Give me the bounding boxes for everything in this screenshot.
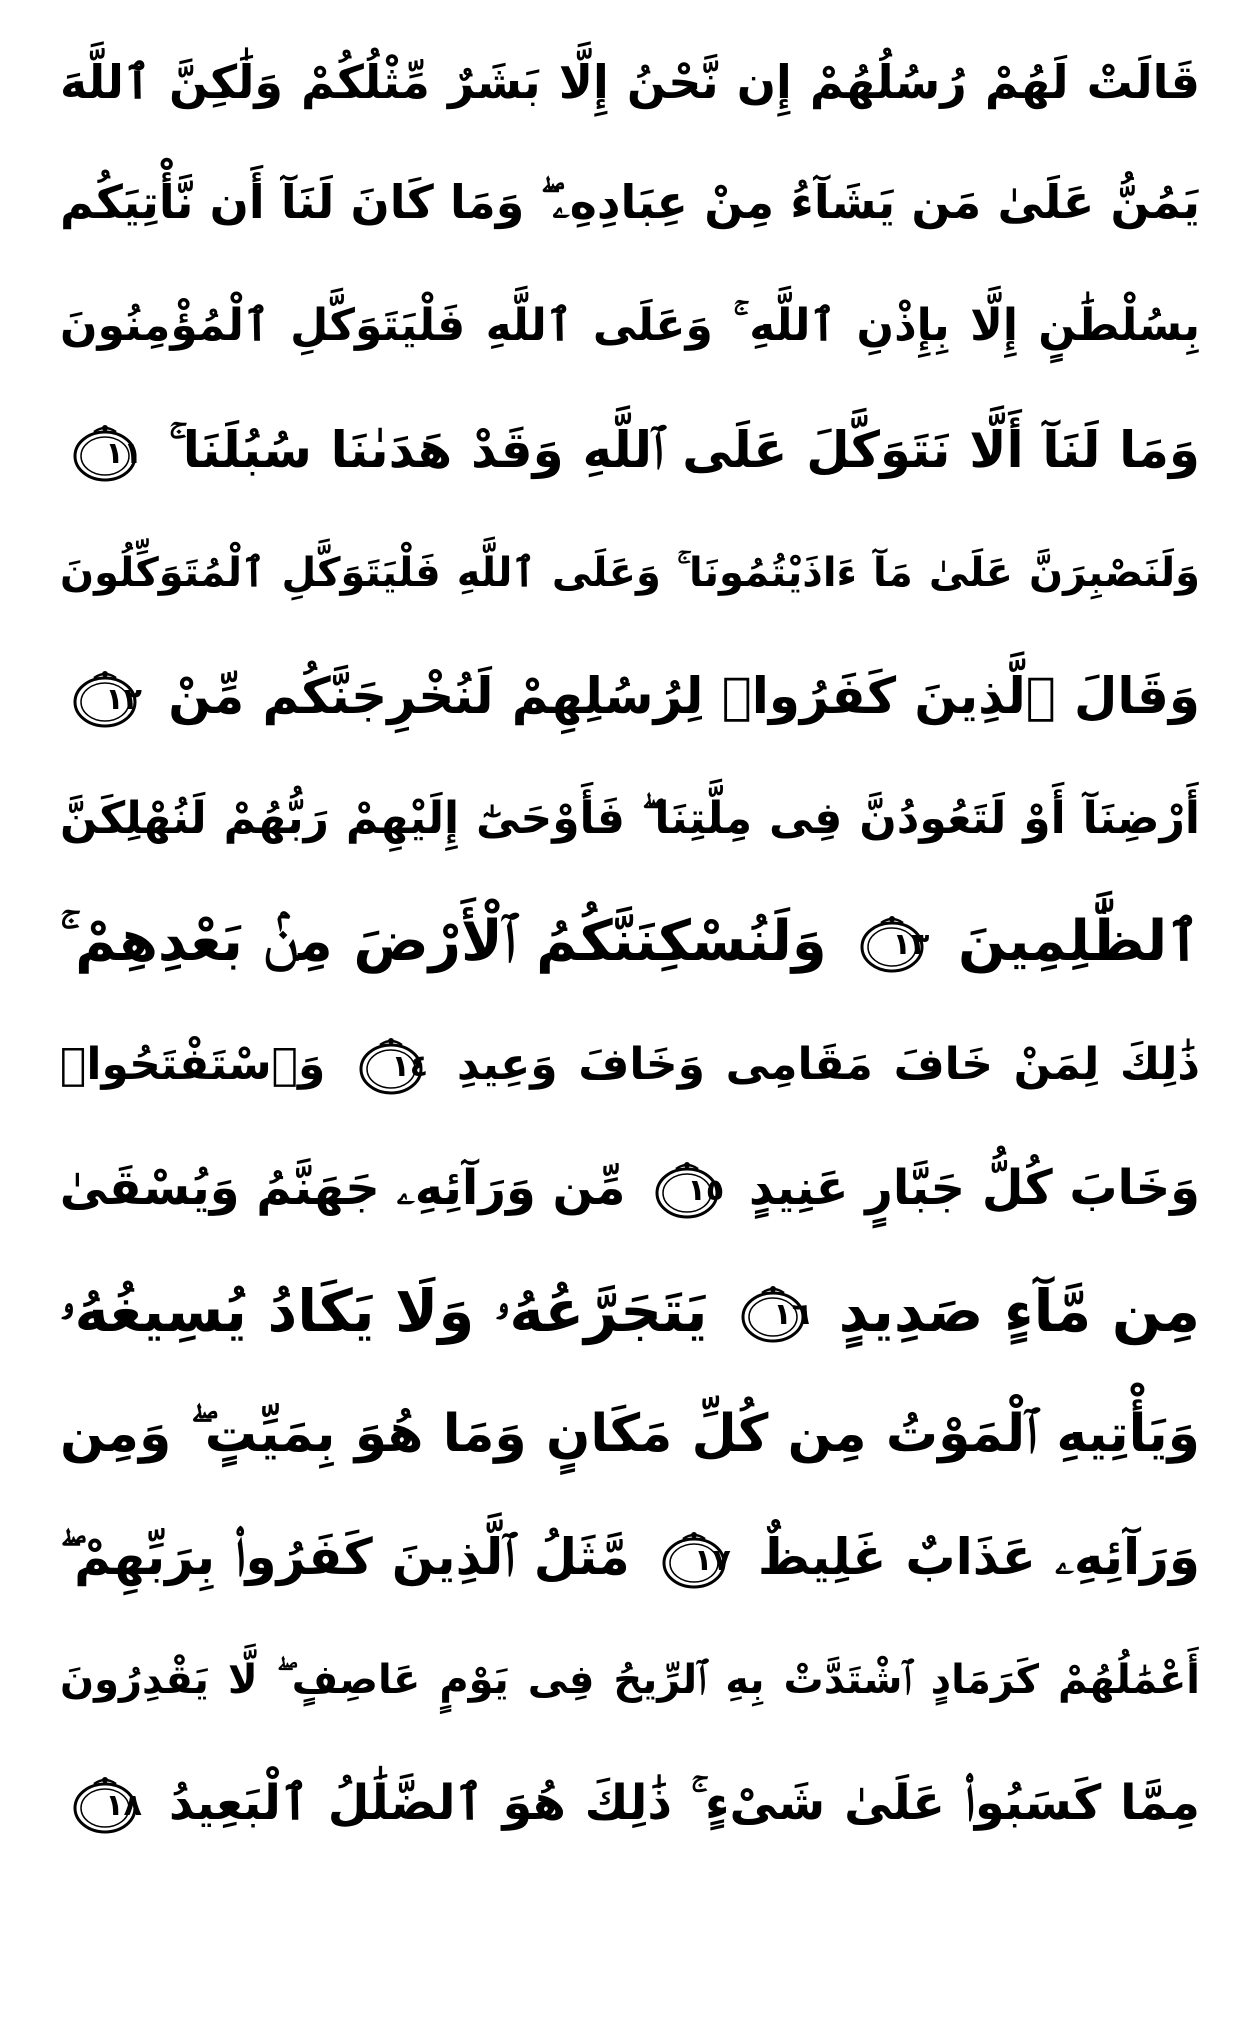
- verse-text: ذَٰلِكَ لِمَنْ خَافَ مَقَامِى وَخَافَ وَعِيدِ: [456, 1039, 1200, 1090]
- verse-text: وَخَابَ كُلُّ جَبَّارٍ عَنِيدٍ: [748, 1160, 1200, 1216]
- text-line-14: [60, 1618, 1200, 1742]
- text-line-5: [60, 511, 1200, 635]
- verse-text: وَٱسْتَفْتَحُوا۟: [60, 1039, 326, 1090]
- ayah-number-marker: [354, 1035, 428, 1099]
- text-line-9: [60, 1003, 1200, 1127]
- ayah-number: ١٧: [694, 1542, 731, 1578]
- ayah-number-marker: [68, 1774, 142, 1838]
- text-line-11: [60, 1249, 1200, 1373]
- verse-text: بِسُلْطَٰنٍ إِلَّا بِإِذْنِ ٱللَّهِ ۚ وَعَلَى ٱللَّهِ فَلْيَتَوَكَّلِ ٱلْمُؤْمِنُونَ: [60, 300, 1200, 351]
- ayah-number-marker: [657, 1529, 731, 1593]
- verse-text: قَالَتْ لَهُمْ رُسُلُهُمْ إِن نَّحْنُ إِلَّا بَشَرٌ مِّثْلُكُمْ وَلَٰكِنَّ ٱللَّهَ: [60, 55, 1200, 109]
- verse-text: مِن مَّآءٍ صَدِيدٍ: [838, 1277, 1200, 1345]
- verse-text: يَتَجَرَّعُهُۥ وَلَا يَكَادُ يُسِيغُهُۥ: [60, 1277, 708, 1345]
- verse-text: وَرَآئِهِۦ عَذَابٌ غَلِيظٌ: [757, 1528, 1200, 1586]
- verse-text: يَمُنُّ عَلَىٰ مَن يَشَآءُ مِنْ عِبَادِهِۦ ۖ وَمَا كَانَ لَنَآ أَن نَّأْتِيَكُم: [60, 175, 1200, 229]
- ayah-number-marker: [68, 422, 142, 486]
- verse-text: وَقَالَ ٱلَّذِينَ كَفَرُوا۟ لِرُسُلِهِمْ لَنُخْرِجَنَّكُم مِّنْ: [168, 667, 1200, 725]
- ayah-number-marker: [68, 668, 142, 732]
- ayah-number: ١٨: [105, 1788, 142, 1823]
- ayah-number: ١١: [105, 435, 142, 471]
- verse-text: وَيَأْتِيهِ ٱلْمَوْتُ مِن كُلِّ مَكَانٍ وَمَا هُوَ بِمَيِّتٍ ۖ وَمِن: [60, 1404, 1200, 1464]
- ayah-number-marker: [650, 1159, 724, 1223]
- verse-text: وَلَنُسْكِنَنَّكُمُ ٱلْأَرْضَ مِنۢ بَعْدِهِمْ ۚ: [60, 909, 827, 974]
- text-line-1: [60, 20, 1200, 144]
- ayah-number: ١٥: [687, 1173, 725, 1208]
- text-line-6: [60, 634, 1200, 758]
- text-line-13: [60, 1495, 1200, 1619]
- ayah-number-marker: [736, 1283, 810, 1347]
- ayah-number: ١٣: [892, 926, 930, 962]
- ayah-number-marker: [855, 913, 929, 977]
- text-line-8: [60, 880, 1200, 1004]
- verse-text: أَرْضِنَآ أَوْ لَتَعُودُنَّ فِى مِلَّتِنَا ۖ فَأَوْحَىٰٓ إِلَيْهِمْ رَبُّهُمْ لَنُهْلِكَنَّ: [60, 793, 1200, 844]
- verse-text: مِمَّا كَسَبُوا۟ عَلَىٰ شَىْءٍ ۚ ذَٰلِكَ هُوَ ٱلضَّلَٰلُ ٱلْبَعِيدُ: [168, 1775, 1200, 1831]
- text-line-3: [60, 264, 1200, 388]
- verse-text: مِّن وَرَآئِهِۦ جَهَنَّمُ وَيُسْقَىٰ: [59, 1160, 626, 1216]
- text-line-15: [60, 1741, 1200, 1865]
- ayah-number: ١٦: [773, 1296, 811, 1332]
- text-line-7: [60, 757, 1200, 881]
- ayah-number: ١٢: [105, 681, 142, 717]
- verse-text: مَّثَلُ ٱلَّذِينَ كَفَرُوا۟ بِرَبِّهِمْ ۖ: [60, 1528, 630, 1586]
- text-line-4: [60, 388, 1200, 512]
- verse-text: أَعْمَٰلُهُمْ كَرَمَادٍ ٱشْتَدَّتْ بِهِ ٱلرِّيحُ فِى يَوْمٍ عَاصِفٍ ۖ لَّا يَقْدِرُونَ: [60, 1657, 1200, 1703]
- text-line-10: [60, 1126, 1200, 1250]
- ayah-number: ١٤: [391, 1049, 429, 1084]
- text-line-12: [60, 1372, 1200, 1496]
- verse-text: ٱلظَّٰلِمِينَ: [957, 909, 1201, 974]
- text-line-2: [60, 140, 1200, 264]
- verse-text: وَلَنَصْبِرَنَّ عَلَىٰ مَآ ءَاذَيْتُمُونَا ۚ وَعَلَى ٱللَّهِ فَلْيَتَوَكَّلِ ٱلْمُتَوَكِّلُونَ: [60, 550, 1200, 596]
- verse-text: وَمَا لَنَآ أَلَّا نَتَوَكَّلَ عَلَى ٱللَّهِ وَقَدْ هَدَىٰنَا سُبُلَنَا ۚ: [168, 421, 1200, 479]
